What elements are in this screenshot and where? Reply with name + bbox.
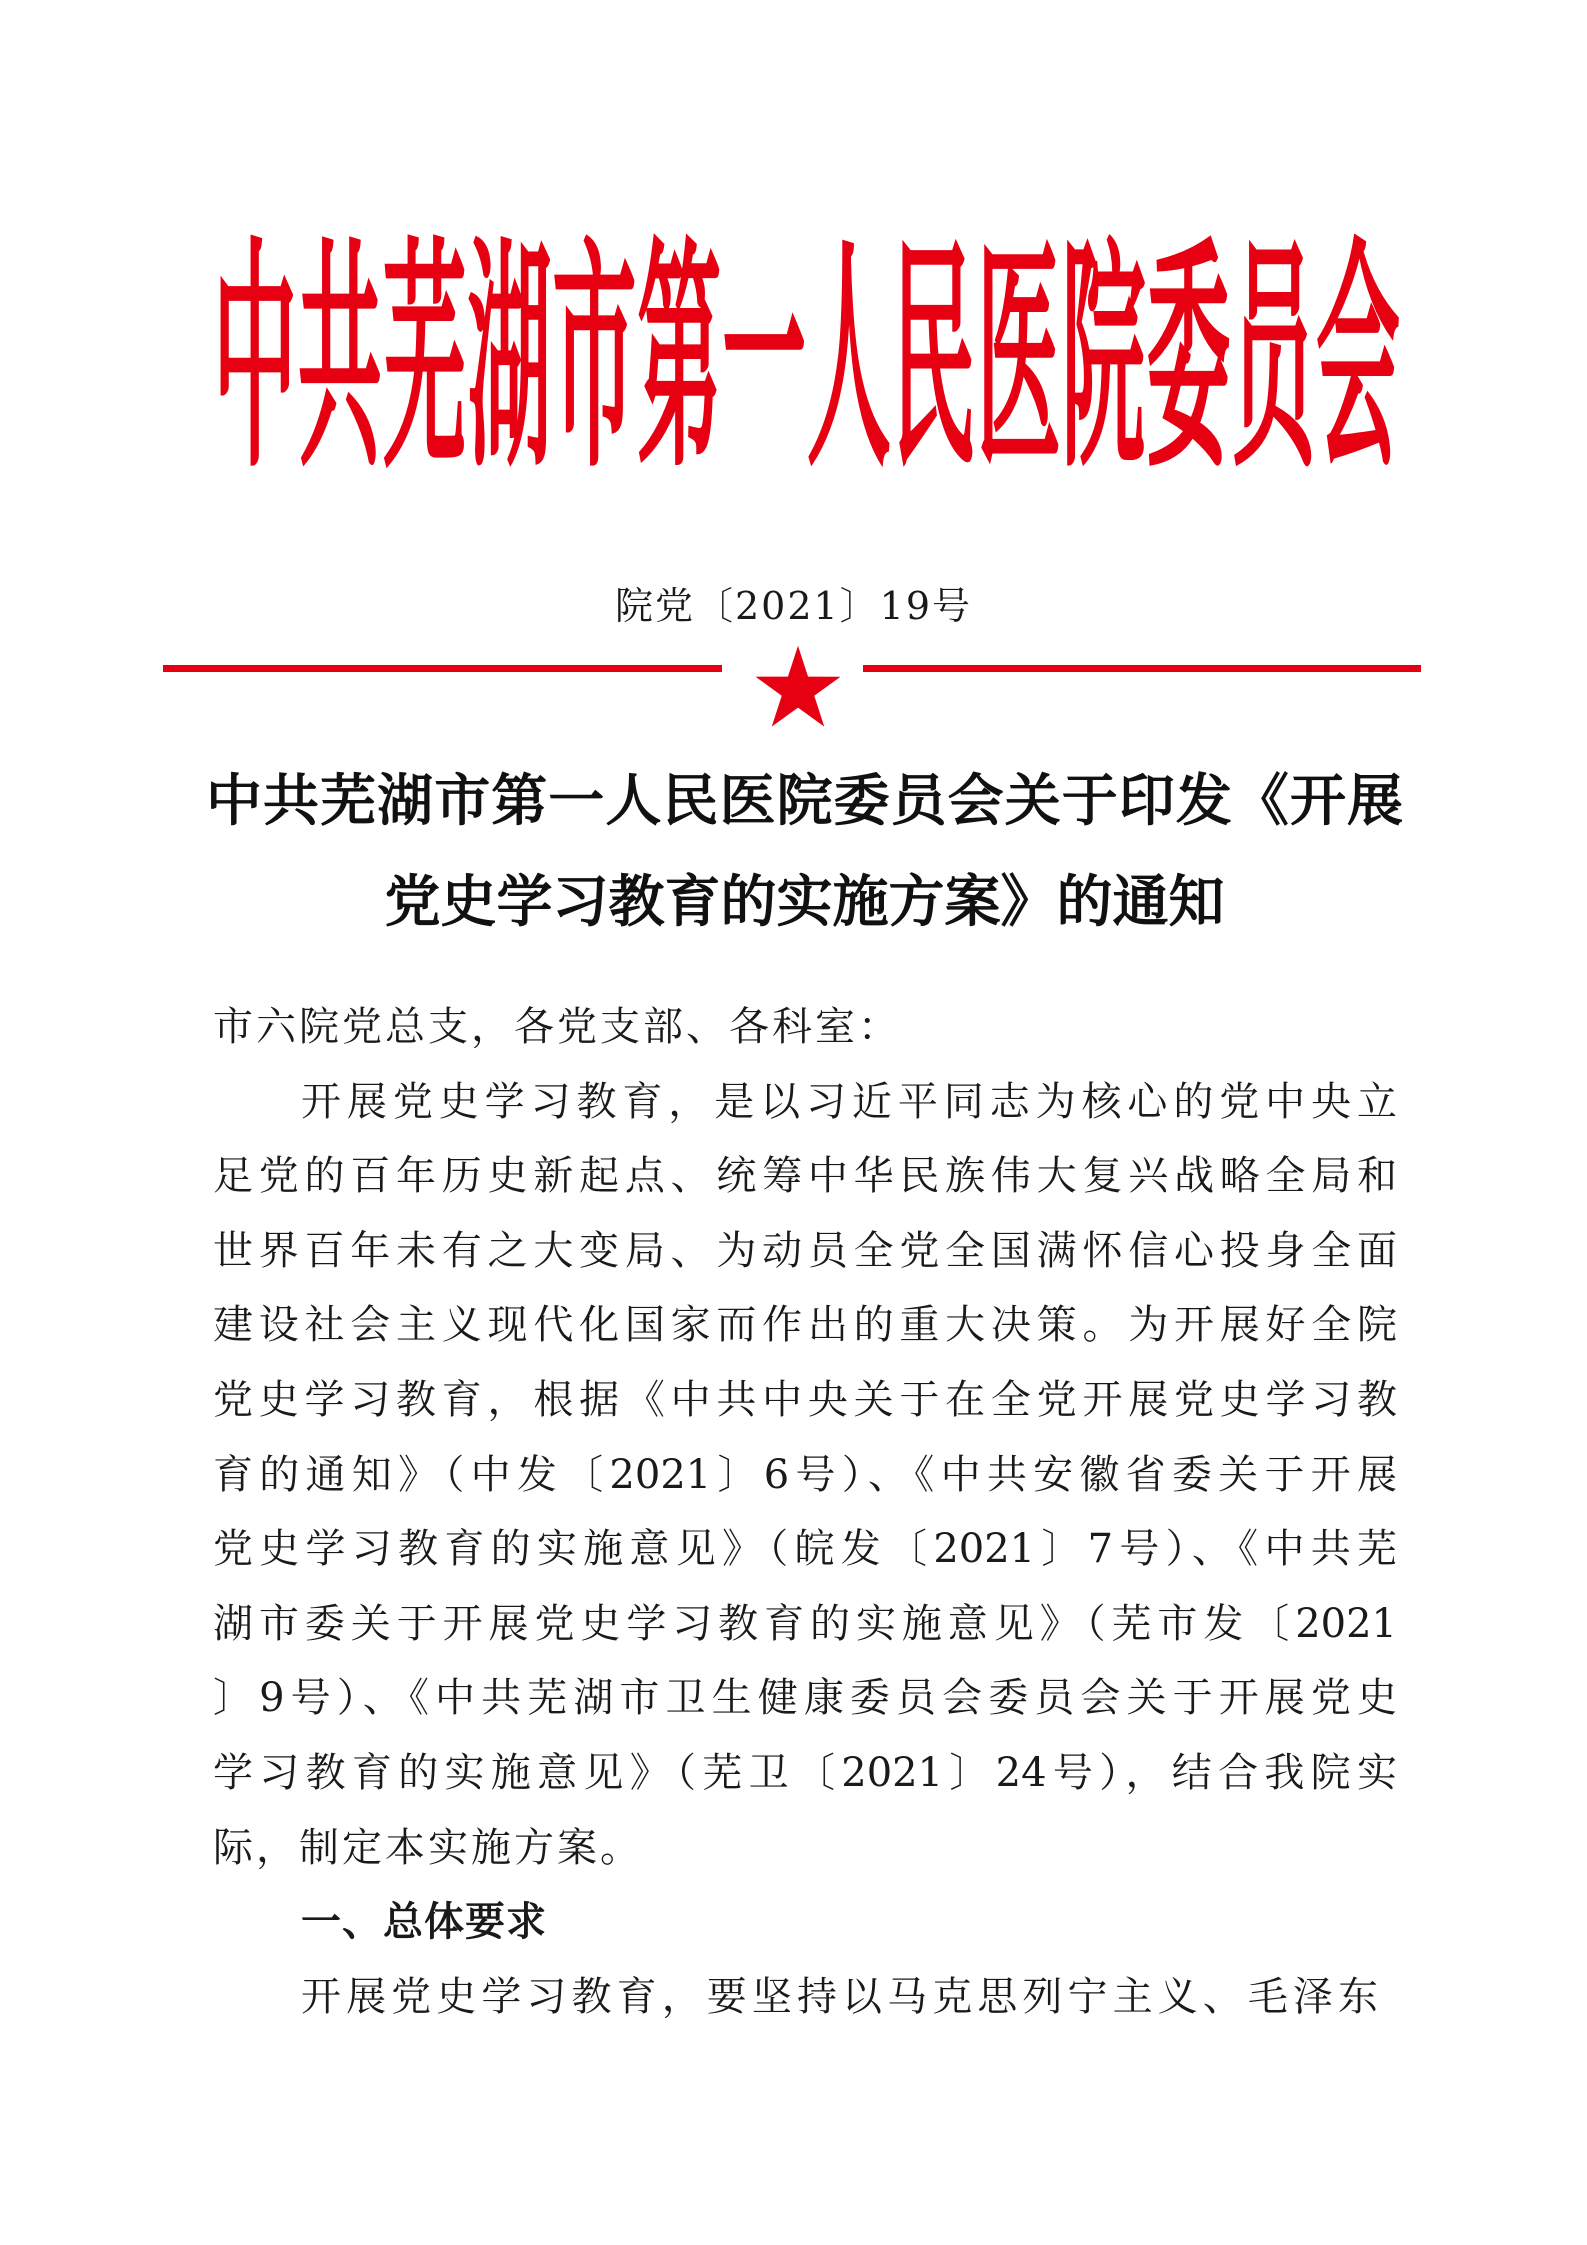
title-line: 中共芜湖市第一人民医院委员会关于印发《开展 bbox=[206, 768, 1403, 834]
document-number: 院党〔2021〕19号 bbox=[614, 584, 973, 628]
paragraph-line: 建设社会主义现代化国家而作出的重大决策。为开展好全院 bbox=[213, 1302, 1397, 1349]
paragraph-line: 学习教育的实施意见》（芜卫〔2021〕24号），结合我院实 bbox=[213, 1749, 1397, 1796]
salutation: 市六院党总支，各党支部、各科室： bbox=[213, 1004, 901, 1050]
paragraph-line: 育的通知》（中发〔2021〕6号）、《中共安徽省委关于开展 bbox=[213, 1451, 1397, 1498]
issuing-organization-header: 中共芜湖市第一人民医院委员会 bbox=[213, 222, 1400, 496]
paragraph-line: 世界百年未有之大变局、为动员全党全国满怀信心投身全面 bbox=[213, 1227, 1397, 1274]
paragraph-line: 际，制定本实施方案。 bbox=[213, 1824, 643, 1871]
paragraph-line: 足党的百年历史新起点、统筹中华民族伟大复兴战略全局和 bbox=[213, 1153, 1397, 1200]
paragraph-line: 党史学习教育的实施意见》（皖发〔2021〕7号）、《中共芜 bbox=[213, 1526, 1397, 1573]
paragraph-line: 开展党史学习教育，是以习近平同志为核心的党中央立 bbox=[301, 1078, 1397, 1125]
star-icon bbox=[753, 645, 843, 729]
title-line: 党史学习教育的实施方案》的通知 bbox=[384, 869, 1225, 935]
paragraph-line: 〕9号）、《中共芜湖市卫生健康委员会委员会关于开展党史 bbox=[213, 1675, 1397, 1722]
red-divider-right bbox=[863, 665, 1421, 672]
red-divider-left bbox=[163, 665, 722, 672]
paragraph-line: 湖市委关于开展党史学习教育的实施意见》（芜市发〔2021 bbox=[213, 1600, 1397, 1647]
paragraph bbox=[213, 1960, 1397, 2035]
section-heading: 一、总体要求 bbox=[301, 1899, 547, 1946]
paragraph-line: 开展党史学习教育，要坚持以马克思列宁主义、毛泽东 bbox=[301, 1973, 1378, 2020]
paragraph bbox=[213, 1065, 1397, 1886]
paragraph-line: 党史学习教育，根据《中共中央关于在全党开展党史学习教 bbox=[213, 1376, 1397, 1423]
document-body bbox=[213, 990, 1397, 2034]
document-title bbox=[206, 751, 1403, 953]
